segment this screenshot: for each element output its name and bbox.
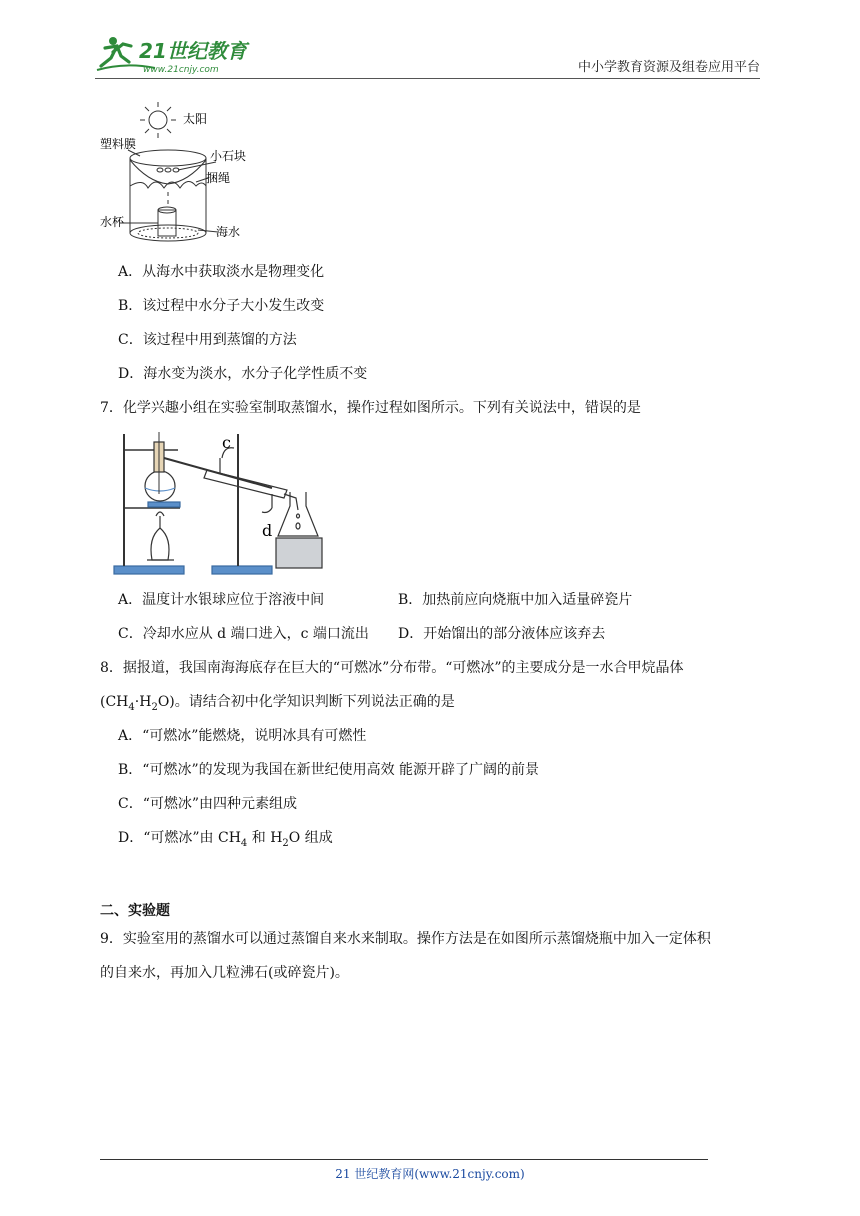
label-rope: 捆绳 (206, 171, 231, 185)
footer-divider (100, 1159, 708, 1160)
platform-name: 中小学教育资源及组卷应用平台 (577, 60, 760, 75)
label-seawater: 海水 (216, 225, 241, 239)
footer-text: 21 世纪教育网(www.21cnjy.com) (335, 1167, 525, 1181)
label-film: 塑料膜 (100, 137, 137, 151)
q6-option-b: B．该过程中水分子大小发生改变 (118, 298, 325, 314)
q6-option-d: D．海水变为淡水，水分子化学性质不变 (118, 366, 368, 382)
q9-line2: 的自来水，再加入几粒沸石(或碎瓷片)。 (100, 965, 349, 981)
label-sun: 太阳 (183, 112, 208, 126)
q7-option-b: B．加热前应向烧瓶中加入适量碎瓷片 (398, 592, 633, 608)
svg-text:21世纪教育: 21世纪教育 (139, 39, 247, 63)
label-cup: 水杯 (100, 215, 125, 229)
label-d: d (262, 521, 273, 540)
container-drawing (120, 150, 218, 241)
q8-stem-line2: $(CH_4\cdot H_2O)$。请结合初中化学知识判断下列说法正确的是 (100, 694, 455, 713)
q8-option-c: C．“可燃冰”由四种元素组成 (118, 796, 298, 812)
section-title: 二、实验题 (100, 903, 170, 919)
page-header (95, 30, 760, 79)
q9-line1: 9．实验室用的蒸馏水可以通过蒸馏自来水来制取。操作方法是在如图所示蒸馏烧瓶中加入一定体积 (100, 931, 711, 947)
q7-option-d: D．开始馏出的部分液体应该弃去 (398, 626, 606, 642)
q6-option-a: A．从海水中获取淡水是物理变化 (118, 264, 325, 280)
q8-option-b: B．“可燃冰”的发现为我国在新世纪使用高效 能源开辟了广阔的前景 (118, 762, 540, 778)
solar-desalination-figure (98, 98, 258, 248)
q7-option-c: C．冷却水应从 d 端口进入，c 端口流出 (118, 626, 369, 642)
q8-option-d: D．“可燃冰”由 $CH_4$ 和 $H_2O$ 组成 (118, 830, 333, 849)
label-c: c (222, 433, 231, 452)
distillation-apparatus-figure (112, 428, 342, 576)
q7-stem: 7．化学兴趣小组在实验室制取蒸馏水，操作过程如图所示。下列有关说法中，错误的是 (100, 400, 641, 416)
q8-stem-line1: 8．据报道，我国南海海底存在巨大的“可燃冰”分布带。“可燃冰”的主要成分是一水合甲烷晶体 (100, 660, 684, 676)
q7-option-a: A．温度计水银球应位于溶液中间 (118, 592, 325, 608)
svg-text:www.21cnjy.com: www.21cnjy.com (143, 65, 219, 75)
q6-option-c: C．该过程中用到蒸馏的方法 (118, 332, 297, 348)
q8-option-a: A．“可燃冰”能燃烧，说明冰具有可燃性 (118, 728, 367, 744)
label-stone: 小石块 (210, 149, 247, 163)
sun-icon (140, 102, 176, 138)
site-logo (95, 32, 260, 76)
